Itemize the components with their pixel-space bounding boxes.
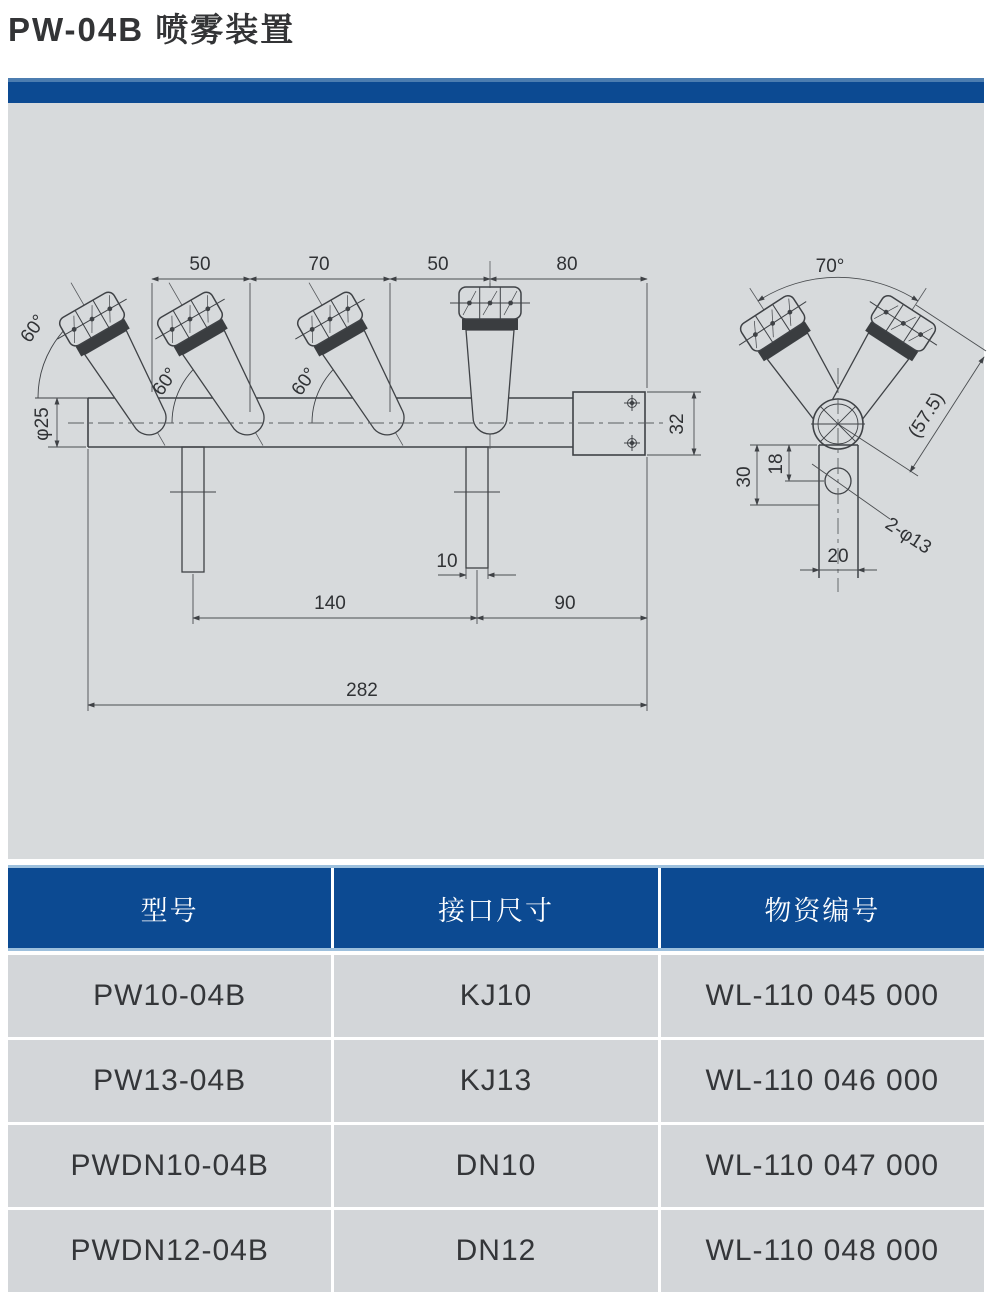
label-2-phi13: 2-φ13 (881, 513, 935, 559)
angle-60-2: 60° (148, 364, 183, 400)
bolt-mark-bottom (624, 435, 640, 451)
dim-30: 30 (734, 466, 755, 488)
table-body (8, 955, 984, 1292)
dim-282: 282 (346, 680, 378, 701)
header-code: 物资编号 (661, 868, 984, 948)
table-row (8, 955, 984, 1037)
table-row (8, 1040, 984, 1122)
table-row (8, 1210, 984, 1292)
bolt-mark-top (624, 395, 640, 411)
table-row (8, 1125, 984, 1207)
dim-140: 140 (314, 593, 346, 614)
cell-interface: DN10 (334, 1125, 657, 1207)
dim-20: 20 (827, 546, 849, 567)
angle-60-1: 60° (16, 311, 51, 347)
cell-code: WL-110 046 000 (661, 1040, 984, 1122)
dim-32: 32 (667, 413, 688, 435)
angle-70: 70° (815, 256, 845, 277)
cell-interface: DN12 (334, 1210, 657, 1292)
dim-70: 70 (308, 254, 330, 275)
dim-50a: 50 (189, 254, 211, 275)
page-title: PW-04B 喷雾装置 (8, 11, 296, 48)
table-header-row (8, 865, 984, 951)
header-interface: 接口尺寸 (334, 868, 657, 948)
cell-code: WL-110 045 000 (661, 955, 984, 1037)
cell-model: PW10-04B (8, 955, 331, 1037)
dim-phi25: φ25 (32, 407, 53, 441)
nozzle-4 (450, 261, 530, 449)
cell-code: WL-110 048 000 (661, 1210, 984, 1292)
dim-18: 18 (766, 453, 787, 475)
spec-table (8, 865, 984, 1292)
cell-interface: KJ13 (334, 1040, 657, 1122)
header-model: 型号 (8, 868, 331, 948)
nozzle-3 (274, 263, 437, 466)
stub-2 (466, 447, 488, 568)
cell-model: PWDN10-04B (8, 1125, 331, 1207)
dim-50b: 50 (427, 254, 449, 275)
dim-80: 80 (556, 254, 578, 275)
side-view (716, 256, 986, 592)
cell-model: PW13-04B (8, 1040, 331, 1122)
angle-60-3: 60° (287, 364, 322, 400)
dim-57-5: (57.5) (904, 388, 950, 442)
dim-90: 90 (554, 593, 576, 614)
cell-code: WL-110 047 000 (661, 1125, 984, 1207)
front-view (17, 254, 701, 711)
mount-bracket (573, 392, 645, 455)
cell-interface: KJ10 (334, 955, 657, 1037)
stub-1 (182, 447, 204, 572)
cell-model: PWDN12-04B (8, 1210, 331, 1292)
dim-10: 10 (436, 551, 458, 572)
